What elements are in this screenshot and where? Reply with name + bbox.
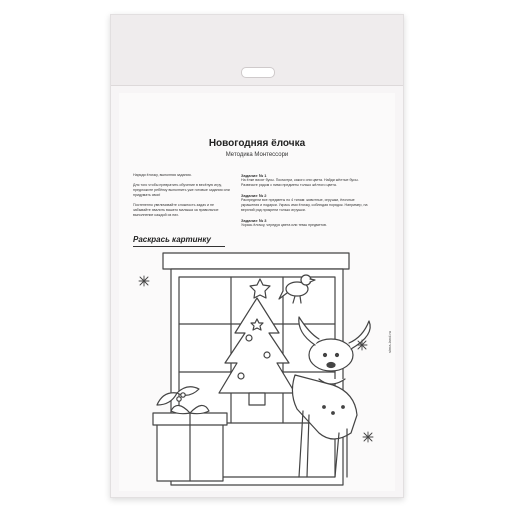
intro-paragraph: Для того чтобы превратить обучение в весёлую игру, предложите ребёнку выполнить уже готовые задания или придумать свои! (133, 183, 230, 197)
snowflake-icon (139, 276, 149, 286)
task-title: Задание № 2 (241, 193, 267, 198)
coloring-card (119, 93, 395, 491)
snowflake-icon (363, 432, 373, 442)
product-package (110, 14, 404, 498)
coloring-illustration (119, 93, 395, 491)
task-text: Укрась ёлочку, чередуя цвета или темы предметов. (241, 223, 327, 227)
package-header-flap (111, 15, 403, 86)
intro-paragraph: Наряди ёлочку, выполняя задания. (133, 173, 192, 177)
coloring-heading: Раскрась картинку (133, 235, 211, 244)
task-title: Задание № 1 (241, 173, 267, 178)
gift-box-outline (153, 405, 227, 481)
card-subtitle: Методика Монтессори (225, 152, 289, 158)
intro-paragraph: Постепенно увеличивайте сложность задач и не забывайте хвалить вашего малыша за правильное выполнение каждой из них. (133, 203, 219, 217)
task-title: Задание № 3 (241, 218, 267, 223)
hang-hole (241, 67, 275, 78)
snowflake-icon (357, 340, 367, 350)
task-text: На ёлке висят бусы. Посмотри, какого они цвета. Найди жёлтые бусы. Развесьте рядом с ними предметы только жёлтого цвета. (241, 178, 359, 187)
side-url: sima-land.ru (387, 330, 392, 353)
card-title: Новогодняя ёлочка (208, 138, 306, 149)
task-text: Распредели все предметы по 4 типам: животные, игрушки, ёлочные украшения и подарки. Укрась ими ёлочку, соблюдая порядок. Например, на верхний ряд прикрепи только игрушки. (241, 198, 368, 212)
